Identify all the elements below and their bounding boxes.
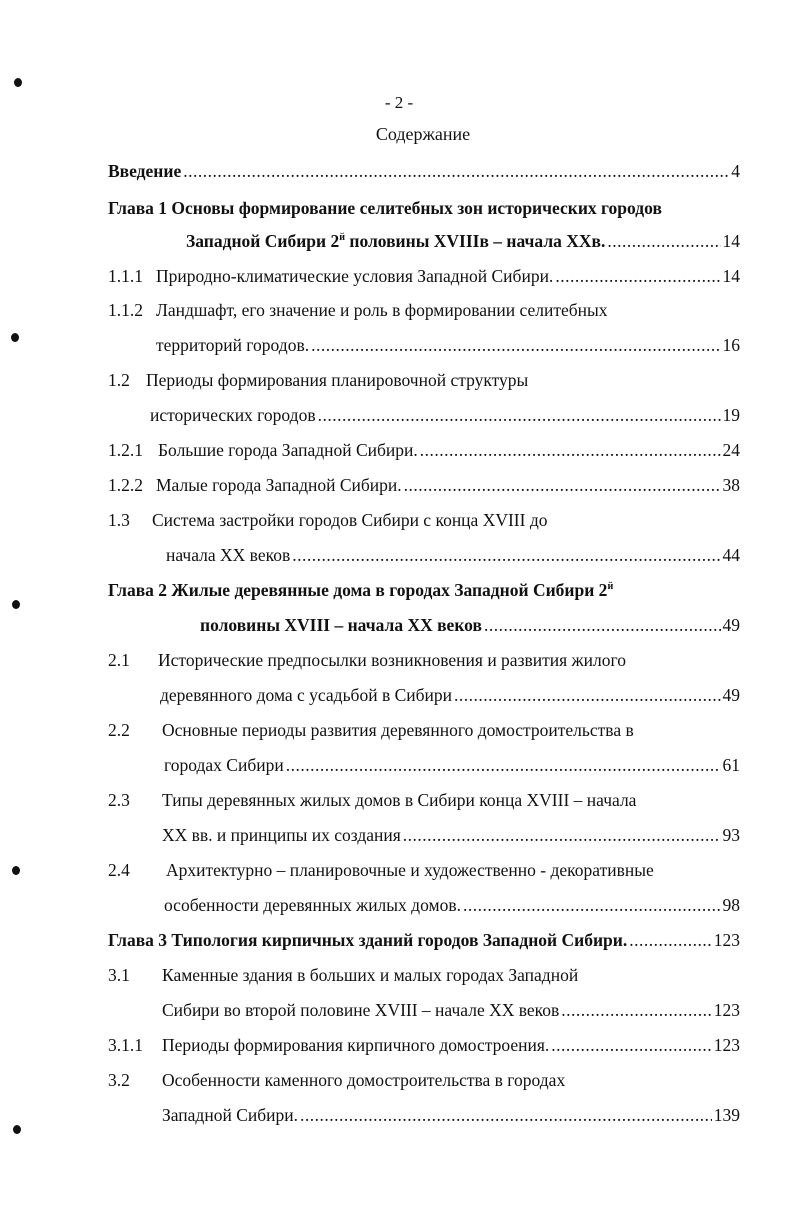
toc-chapter-3: Глава 3 Типология кирпичных зданий городов Западной Сибири. ..... 123 — [108, 929, 740, 951]
toc-entry-2-3: XX вв. и принципы их создания ..... 93 — [162, 824, 740, 846]
toc-entry-1-2-1: 1.2.1 Большие города Западной Сибири. ..... 24 — [108, 439, 740, 461]
toc-entry-2-4-line1: 2.4 Архитектурно – планировочные и художественно - декоративные — [108, 860, 654, 880]
toc-chapter-2-line1: Глава 2 Жилые деревянные дома в городах Западной Сибири $2^й$ — [108, 580, 614, 600]
toc-entry-3-1-line1: 3.1 Каменные здания в больших и малых городах Западной — [108, 965, 579, 985]
page-title: Содержание — [375, 124, 471, 144]
binding-hole-mark — [14, 78, 22, 87]
toc-entry-2-1: деревянного дома с усадьбой в Сибири ..... 49 — [160, 684, 740, 706]
toc-entry-1-3: начала XX веков ..... 44 — [166, 544, 740, 566]
toc-entry-1-2-line1: 1.2 Периоды формирования планировочной структуры — [108, 370, 529, 390]
page-number: - 2 - — [384, 93, 414, 112]
toc-entry-intro: Введение ..... 4 — [108, 160, 740, 182]
toc-entry-1-1-1: 1.1.1 Природно-климатические условия Западной Сибири. ..... 14 — [108, 265, 740, 287]
toc-entry-1-2-2: 1.2.2 Малые города Западной Сибири. ..... 38 — [108, 474, 740, 496]
toc-entry-2-1-line1: 2.1 Исторические предпосылки возникновения и развития жилого — [108, 650, 626, 670]
toc-entry-3-1: Сибири во второй половине XVIII – начале XX веков ..... 123 — [162, 999, 740, 1021]
toc-entry-2-2-line1: 2.2 Основные периоды развития деревянного домостроительства в — [108, 720, 634, 740]
toc-entry-3-2: Западной Сибири. ..... 139 — [162, 1104, 740, 1126]
toc-entry-3-2-line1: 3.2 Особенности каменного домостроительства в городах — [108, 1070, 566, 1090]
toc-entry-2-4: особенности деревянных жилых домов. ..... 98 — [164, 894, 740, 916]
binding-hole-mark — [12, 600, 20, 609]
toc-chapter-1: Западной Сибири $2^й$ половины XVIIIв – начала XXв. ..... 14 — [186, 230, 740, 252]
toc-chapter-2: половины XVIII – начала XX веков ..... 49 — [200, 614, 740, 636]
toc-entry-1-1-2-line1: 1.1.2 Ландшафт, его значение и роль в формировании селитебных — [108, 300, 608, 320]
toc-chapter-1-line1: Глава 1 Основы формирование селитебных зон исторических городов — [108, 198, 662, 218]
toc-entry-2-2: городах Сибири ..... 61 — [164, 754, 740, 776]
binding-hole-mark — [13, 1125, 21, 1134]
toc-entry-2-3-line1: 2.3 Типы деревянных жилых домов в Сибири конца XVIII – начала — [108, 790, 637, 810]
toc-entry-1-2: исторических городов ..... 19 — [150, 404, 740, 426]
toc-entry-1-1-2: территорий городов. ..... 16 — [156, 334, 740, 356]
binding-hole-mark — [12, 866, 20, 875]
toc-entry-1-3-line1: 1.3 Система застройки городов Сибири с конца XVIII до — [108, 510, 548, 530]
binding-hole-mark — [11, 333, 19, 342]
toc-entry-3-1-1: 3.1.1 Периоды формирования кирпичного домостроения. ..... 123 — [108, 1034, 740, 1056]
